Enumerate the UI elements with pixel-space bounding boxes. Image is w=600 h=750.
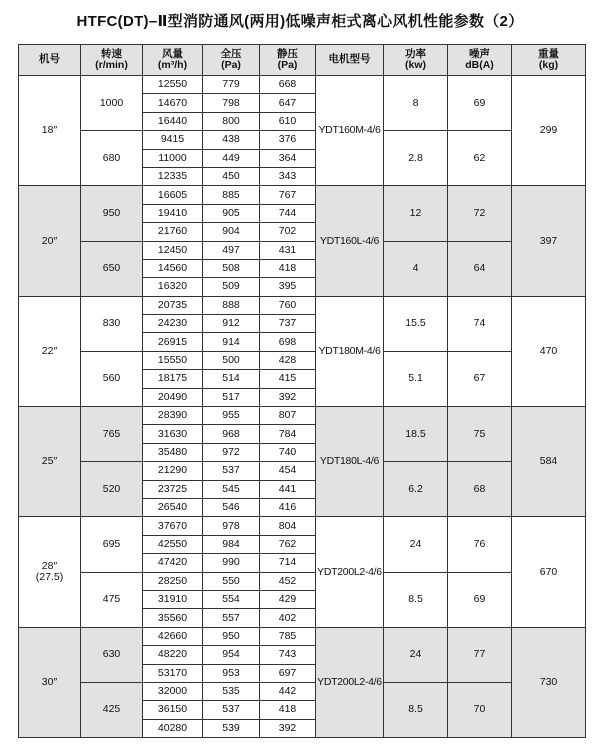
total-pressure-cell: 535 [203, 682, 260, 700]
power-cell: 24 [384, 517, 448, 572]
airflow-cell: 16440 [143, 112, 203, 130]
static-pressure-cell: 452 [260, 572, 316, 590]
airflow-cell: 47420 [143, 554, 203, 572]
static-pressure-cell: 442 [260, 682, 316, 700]
power-cell: 8.5 [384, 682, 448, 737]
header-weight: 重量 (kg) [512, 45, 586, 76]
model-cell [19, 627, 81, 737]
static-pressure-cell: 416 [260, 498, 316, 516]
performance-table [18, 44, 586, 738]
total-pressure-cell: 514 [203, 370, 260, 388]
noise-cell: 69 [448, 572, 512, 627]
static-pressure-cell: 395 [260, 278, 316, 296]
speed-cell: 560 [81, 351, 143, 406]
speed-cell: 765 [81, 407, 143, 462]
airflow-cell: 35480 [143, 443, 203, 461]
total-pressure-cell: 449 [203, 149, 260, 167]
header-static-pressure: 静压 (Pa) [260, 45, 316, 76]
static-pressure-cell: 454 [260, 462, 316, 480]
total-pressure-cell: 438 [203, 131, 260, 149]
power-cell: 8.5 [384, 572, 448, 627]
noise-cell: 75 [448, 407, 512, 462]
noise-cell: 70 [448, 682, 512, 737]
total-pressure-cell: 914 [203, 333, 260, 351]
noise-cell: 67 [448, 351, 512, 406]
speed-cell: 950 [81, 186, 143, 241]
static-pressure-cell: 428 [260, 351, 316, 369]
airflow-cell: 31910 [143, 590, 203, 608]
power-cell: 8 [384, 76, 448, 131]
speed-cell: 425 [81, 682, 143, 737]
total-pressure-cell: 800 [203, 112, 260, 130]
speed-cell: 680 [81, 131, 143, 186]
model-label: 28″ [41, 560, 58, 573]
model-sublabel: (27.5) [35, 571, 64, 584]
table-row [19, 682, 586, 700]
table-title: HTFC(DT)–Ⅱ型消防通风(两用)低噪声柜式离心风机性能参数（2） [76, 13, 524, 30]
speed-cell: 520 [81, 462, 143, 517]
power-cell: 5.1 [384, 351, 448, 406]
weight-cell: 470 [512, 296, 586, 406]
model-cell [19, 407, 81, 517]
total-pressure-cell: 968 [203, 425, 260, 443]
static-pressure-cell: 364 [260, 149, 316, 167]
airflow-cell: 31630 [143, 425, 203, 443]
airflow-cell: 18175 [143, 370, 203, 388]
airflow-cell: 26540 [143, 498, 203, 516]
header-motor: 电机型号 [316, 45, 384, 76]
static-pressure-cell: 784 [260, 425, 316, 443]
static-pressure-cell: 697 [260, 664, 316, 682]
airflow-cell: 28390 [143, 407, 203, 425]
model-label: 18″ [41, 124, 58, 137]
table-row [19, 572, 586, 590]
static-pressure-cell: 760 [260, 296, 316, 314]
table-row [19, 76, 586, 94]
airflow-cell: 35560 [143, 609, 203, 627]
static-pressure-cell: 429 [260, 590, 316, 608]
header-row [19, 45, 586, 76]
static-pressure-cell: 441 [260, 480, 316, 498]
table-row [19, 351, 586, 369]
static-pressure-cell: 743 [260, 646, 316, 664]
header-airflow: 风量 (m³/h) [143, 45, 203, 76]
total-pressure-cell: 798 [203, 94, 260, 112]
total-pressure-cell: 554 [203, 590, 260, 608]
static-pressure-cell: 698 [260, 333, 316, 351]
total-pressure-cell: 885 [203, 186, 260, 204]
static-pressure-cell: 804 [260, 517, 316, 535]
speed-cell: 650 [81, 241, 143, 296]
static-pressure-cell: 610 [260, 112, 316, 130]
total-pressure-cell: 955 [203, 407, 260, 425]
total-pressure-cell: 509 [203, 278, 260, 296]
airflow-cell: 28250 [143, 572, 203, 590]
noise-cell: 64 [448, 241, 512, 296]
airflow-cell: 42550 [143, 535, 203, 553]
motor-cell: YDT200L2-4/6 [316, 627, 384, 737]
total-pressure-cell: 546 [203, 498, 260, 516]
noise-cell: 77 [448, 627, 512, 682]
weight-cell: 299 [512, 76, 586, 186]
power-cell: 24 [384, 627, 448, 682]
static-pressure-cell: 714 [260, 554, 316, 572]
table-row [19, 241, 586, 259]
power-cell: 2.8 [384, 131, 448, 186]
header-noise: 噪声 dB(A) [448, 45, 512, 76]
power-cell: 18.5 [384, 407, 448, 462]
total-pressure-cell: 912 [203, 315, 260, 333]
static-pressure-cell: 785 [260, 627, 316, 645]
header-model: 机号 [19, 45, 81, 76]
power-cell: 12 [384, 186, 448, 241]
power-cell: 15.5 [384, 296, 448, 351]
total-pressure-cell: 537 [203, 462, 260, 480]
model-label: 25″ [41, 455, 58, 468]
noise-cell: 69 [448, 76, 512, 131]
airflow-cell: 36150 [143, 701, 203, 719]
airflow-cell: 24230 [143, 315, 203, 333]
airflow-cell: 16320 [143, 278, 203, 296]
static-pressure-cell: 418 [260, 701, 316, 719]
noise-cell: 72 [448, 186, 512, 241]
model-cell [19, 296, 81, 406]
static-pressure-cell: 702 [260, 223, 316, 241]
airflow-cell: 12335 [143, 167, 203, 185]
static-pressure-cell: 737 [260, 315, 316, 333]
weight-cell: 730 [512, 627, 586, 737]
model-label: 30″ [41, 675, 58, 688]
total-pressure-cell: 888 [203, 296, 260, 314]
static-pressure-cell: 415 [260, 370, 316, 388]
header-total-pressure: 全压 (Pa) [203, 45, 260, 76]
total-pressure-cell: 904 [203, 223, 260, 241]
total-pressure-cell: 950 [203, 627, 260, 645]
total-pressure-cell: 450 [203, 167, 260, 185]
total-pressure-cell: 550 [203, 572, 260, 590]
model-cell [19, 186, 81, 296]
airflow-cell: 12550 [143, 76, 203, 94]
total-pressure-cell: 779 [203, 76, 260, 94]
total-pressure-cell: 497 [203, 241, 260, 259]
airflow-cell: 40280 [143, 719, 203, 737]
airflow-cell: 19410 [143, 204, 203, 222]
static-pressure-cell: 376 [260, 131, 316, 149]
static-pressure-cell: 668 [260, 76, 316, 94]
static-pressure-cell: 343 [260, 167, 316, 185]
static-pressure-cell: 767 [260, 186, 316, 204]
airflow-cell: 12450 [143, 241, 203, 259]
weight-cell: 397 [512, 186, 586, 296]
model-cell [19, 517, 81, 627]
static-pressure-cell: 402 [260, 609, 316, 627]
noise-cell: 74 [448, 296, 512, 351]
table-row [19, 186, 586, 204]
airflow-cell: 37670 [143, 517, 203, 535]
total-pressure-cell: 984 [203, 535, 260, 553]
total-pressure-cell: 545 [203, 480, 260, 498]
airflow-cell: 48220 [143, 646, 203, 664]
motor-cell: YDT160M-4/6 [316, 76, 384, 186]
airflow-cell: 42660 [143, 627, 203, 645]
table-row [19, 131, 586, 149]
total-pressure-cell: 517 [203, 388, 260, 406]
total-pressure-cell: 539 [203, 719, 260, 737]
airflow-cell: 9415 [143, 131, 203, 149]
noise-cell: 68 [448, 462, 512, 517]
power-cell: 6.2 [384, 462, 448, 517]
model-label: 20″ [41, 234, 58, 247]
airflow-cell: 32000 [143, 682, 203, 700]
static-pressure-cell: 418 [260, 259, 316, 277]
airflow-cell: 20490 [143, 388, 203, 406]
table-row [19, 296, 586, 314]
total-pressure-cell: 954 [203, 646, 260, 664]
static-pressure-cell: 762 [260, 535, 316, 553]
airflow-cell: 14560 [143, 259, 203, 277]
speed-cell: 695 [81, 517, 143, 572]
header-speed: 转速 (r/min) [81, 45, 143, 76]
motor-cell: YDT160L-4/6 [316, 186, 384, 296]
table-row [19, 407, 586, 425]
airflow-cell: 23725 [143, 480, 203, 498]
speed-cell: 630 [81, 627, 143, 682]
airflow-cell: 26915 [143, 333, 203, 351]
static-pressure-cell: 431 [260, 241, 316, 259]
table-body [19, 76, 586, 738]
airflow-cell: 15550 [143, 351, 203, 369]
speed-cell: 475 [81, 572, 143, 627]
airflow-cell: 11000 [143, 149, 203, 167]
weight-cell: 584 [512, 407, 586, 517]
total-pressure-cell: 500 [203, 351, 260, 369]
airflow-cell: 53170 [143, 664, 203, 682]
model-label: 22″ [41, 344, 58, 357]
total-pressure-cell: 972 [203, 443, 260, 461]
table-row [19, 462, 586, 480]
airflow-cell: 20735 [143, 296, 203, 314]
total-pressure-cell: 537 [203, 701, 260, 719]
static-pressure-cell: 740 [260, 443, 316, 461]
static-pressure-cell: 744 [260, 204, 316, 222]
static-pressure-cell: 647 [260, 94, 316, 112]
power-cell: 4 [384, 241, 448, 296]
total-pressure-cell: 978 [203, 517, 260, 535]
speed-cell: 830 [81, 296, 143, 351]
total-pressure-cell: 508 [203, 259, 260, 277]
model-cell [19, 76, 81, 186]
airflow-cell: 21760 [143, 223, 203, 241]
noise-cell: 62 [448, 131, 512, 186]
weight-cell: 670 [512, 517, 586, 627]
total-pressure-cell: 953 [203, 664, 260, 682]
airflow-cell: 16605 [143, 186, 203, 204]
static-pressure-cell: 392 [260, 719, 316, 737]
airflow-cell: 21290 [143, 462, 203, 480]
airflow-cell: 14670 [143, 94, 203, 112]
static-pressure-cell: 392 [260, 388, 316, 406]
motor-cell: YDT200L2-4/6 [316, 517, 384, 627]
speed-cell: 1000 [81, 76, 143, 131]
motor-cell: YDT180M-4/6 [316, 296, 384, 406]
total-pressure-cell: 557 [203, 609, 260, 627]
motor-cell: YDT180L-4/6 [316, 407, 384, 517]
header-power: 功率 (kw) [384, 45, 448, 76]
table-row [19, 627, 586, 645]
total-pressure-cell: 990 [203, 554, 260, 572]
table-row [19, 517, 586, 535]
total-pressure-cell: 905 [203, 204, 260, 222]
static-pressure-cell: 807 [260, 407, 316, 425]
noise-cell: 76 [448, 517, 512, 572]
